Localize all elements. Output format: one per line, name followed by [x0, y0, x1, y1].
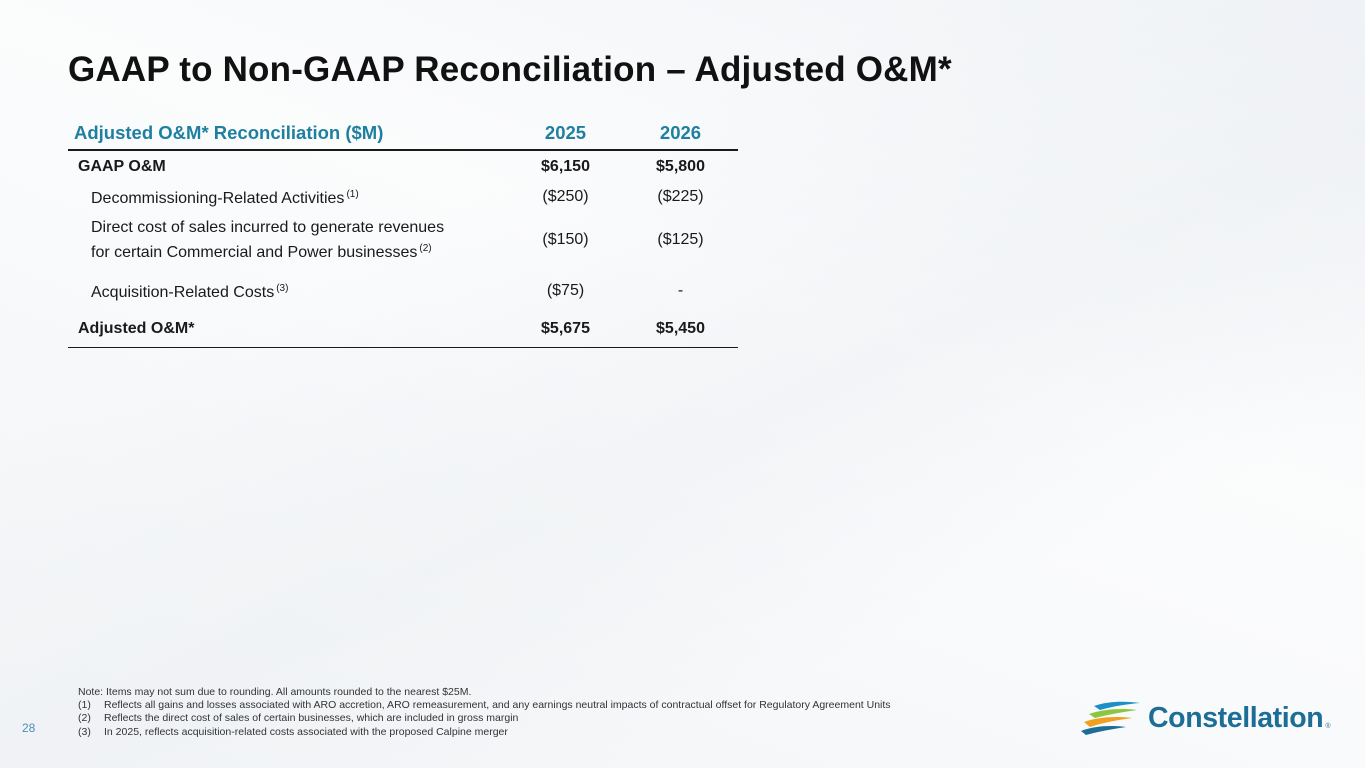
adjusted-om-2026: $5,450: [623, 311, 738, 348]
adjusted-om-2025: $5,675: [508, 311, 623, 348]
footnote-number: (3): [78, 725, 91, 738]
direct-cost-2026: ($125): [657, 231, 704, 248]
footnotes: [78, 686, 891, 739]
footnote-item: [78, 712, 891, 725]
table-header-2025: 2025: [508, 116, 623, 150]
footnote-ref: (1): [346, 189, 359, 200]
acquisition-2025: ($75): [546, 281, 585, 299]
row-label-decommissioning: [68, 183, 508, 210]
table-row: [68, 311, 738, 348]
page-title: GAAP to Non-GAAP Reconciliation – Adjusted O&M*: [68, 50, 952, 89]
table-row: [68, 183, 738, 210]
reconciliation-table: [68, 116, 738, 348]
row-label-text: Decommissioning-Related Activities: [91, 190, 345, 207]
row-label-text: Acquisition-Related Costs: [91, 284, 275, 301]
row-label-acquisition: [68, 270, 508, 311]
footnote-intro: Note: Items may not sum due to rounding. All amounts rounded to the nearest $25M.: [78, 686, 472, 698]
acquisition-2026: -: [677, 281, 684, 299]
row-label-text: for certain Commercial and Power businesses: [91, 244, 418, 261]
decommissioning-2026: ($225): [657, 187, 704, 205]
table-header-2026: 2026: [623, 116, 738, 150]
decommissioning-2025: ($250): [542, 187, 589, 205]
logo-registered-mark: ®: [1325, 723, 1331, 730]
table-header-row: [68, 116, 738, 150]
footnote-text: In 2025, reflects acquisition-related costs associated with the proposed Calpine merger: [104, 725, 508, 738]
table-header-label: Adjusted O&M* Reconciliation ($M): [68, 116, 508, 150]
footnote-item: [78, 699, 891, 712]
table-row: [68, 150, 738, 183]
footnote-number: (1): [78, 699, 91, 712]
footnote-ref: (2): [419, 243, 432, 254]
footnote-item: [78, 726, 891, 739]
table-row: [68, 270, 738, 311]
constellation-logo: [1080, 700, 1330, 736]
footnote-number: (2): [78, 712, 91, 725]
footnote-text: Reflects the direct cost of sales of certain businesses, which are included in gross margin: [104, 712, 519, 725]
footnote-text: Reflects all gains and losses associated with ARO accretion, ARO remeasurement, and any earnings neutral impacts of contractual offset for Regulatory Agreement Units: [104, 699, 891, 712]
logo-wordmark: Constellation: [1148, 701, 1324, 734]
constellation-swoosh-icon: [1080, 700, 1142, 736]
row-label-text: Direct cost of sales incurred to generate revenues: [91, 219, 445, 236]
row-label-gaap-om: GAAP O&M: [78, 158, 166, 175]
row-label-direct-cost: [68, 210, 508, 270]
direct-cost-2025: ($150): [542, 231, 589, 248]
table-row: [68, 210, 738, 270]
footnote-ref: (3): [276, 283, 289, 294]
gaap-om-2026: $5,800: [656, 158, 705, 175]
gaap-om-2025: $6,150: [541, 158, 590, 175]
slide-number: 28: [22, 721, 36, 735]
row-label-adjusted-om: Adjusted O&M*: [68, 311, 508, 348]
